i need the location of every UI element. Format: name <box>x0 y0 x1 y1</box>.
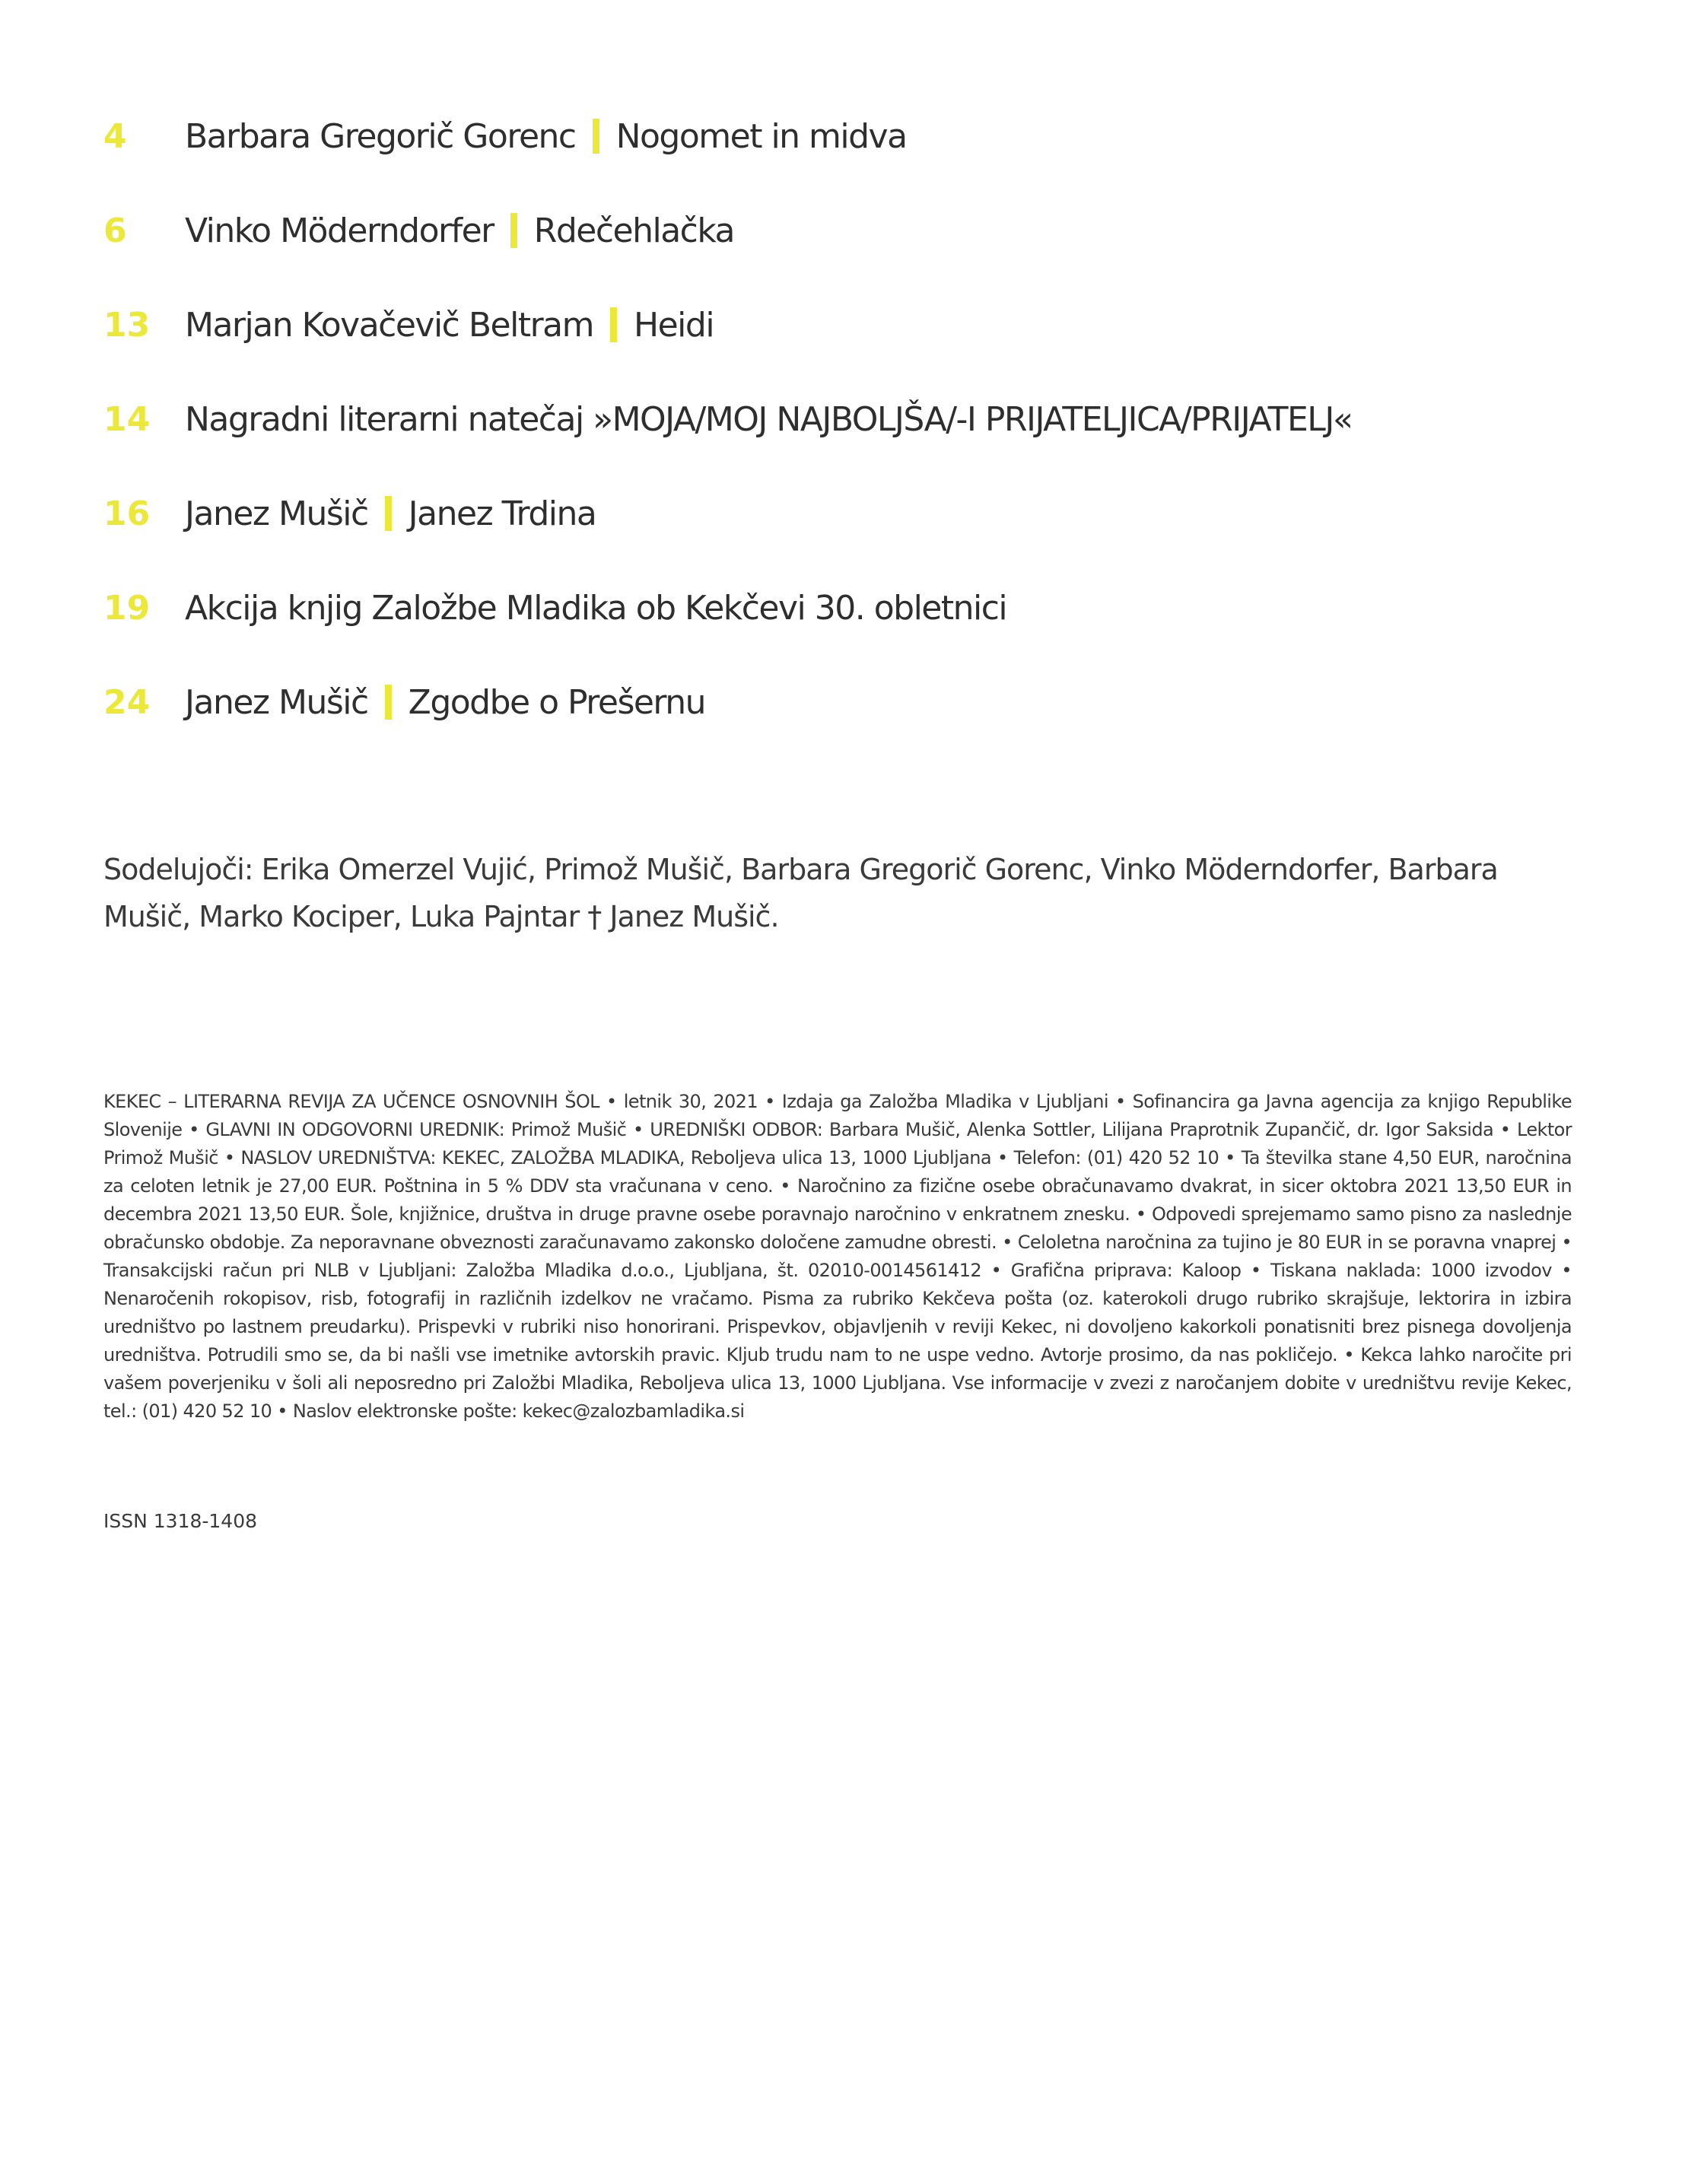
toc-entry <box>0 578 1598 639</box>
toc-entry <box>0 295 1598 356</box>
toc-author: Janez Mušič <box>185 494 368 533</box>
toc-author: Barbara Gregorič Gorenc <box>185 117 576 156</box>
toc-entry-text <box>185 106 907 167</box>
toc-page-number: 6 <box>103 211 127 250</box>
toc-entry-text <box>185 295 714 356</box>
toc-title: Rdečehlačka <box>533 211 735 250</box>
toc-entry-text <box>185 389 1352 450</box>
toc-title: Nogomet in midva <box>615 117 907 156</box>
toc-entry-text <box>185 201 734 262</box>
toc-entry <box>0 672 1598 733</box>
toc-title: Nagradni literarni natečaj »MOJA/MOJ NAJBOLJŠA/-I PRIJATELJICA/PRIJATELJ« <box>185 400 1353 439</box>
toc-title: Akcija knjig Založbe Mladika ob Kekčevi 30. obletnici <box>185 589 1007 628</box>
toc-author: Vinko Möderndorfer <box>185 211 494 250</box>
toc-entry <box>0 389 1598 450</box>
toc-page-number: 14 <box>103 400 151 439</box>
toc-separator <box>385 685 392 720</box>
toc-separator <box>593 119 599 154</box>
toc-page-number: 13 <box>103 306 151 345</box>
toc-page-number: 19 <box>103 589 151 628</box>
toc-page-number: 16 <box>103 494 151 533</box>
toc-entry <box>0 484 1598 545</box>
contributors-note: Sodelujoči: Erika Omerzel Vujić, Primož Mušič, Barbara Gregorič Gorenc, Vinko Möderndorfer, Barbara Mušič, Marko Kociper, Luka Pajntar † Janez Mušič. <box>103 853 1498 933</box>
issn-number: ISSN 1318-1408 <box>103 1510 258 1532</box>
toc-title: Zgodbe o Prešernu <box>408 683 706 722</box>
toc-entry-text <box>185 672 705 733</box>
toc-author: Janez Mušič <box>185 683 368 722</box>
toc-separator <box>610 307 617 342</box>
toc-entry-text <box>185 578 1006 639</box>
toc-author: Marjan Kovačevič Beltram <box>185 306 594 345</box>
imprint-text: KEKEC – LITERARNA REVIJA ZA UČENCE OSNOVNIH ŠOL • letnik 30, 2021 • Izdaja ga Založba Mladika v Ljubljani • Sofinancira ga Javna agencija za knjigo Republike Slovenije • GLAVNI IN ODGOVORNI UREDNIK: Primož Mušič • UREDNIŠKI ODBOR: Barbara Mušič, Alenka Sottler, Lilijana Praprotnik Zupančič, dr. Igor Saksida • Lektor Primož Mušič • NASLOV UREDNIŠTVA: KEKEC, ZALOŽBA MLADIKA, Reboljeva ulica 13, 1000 Ljubljana • Telefon: (01) 420 52 10 • Ta številka stane 4,50 EUR, naročnina za celoten letnik je 27,00 EUR. Poštnina in 5 % DDV sta vračunana v ceno. • Naročnino za fizične osebe obračunavamo dvakrat, in sicer oktobra 2021 13,50 EUR in decembra 2021 13,50 EUR. Šole, knjižnice, društva in druge pravne osebe poravnajo naročnino v enkratnem znesku. • Odpovedi sprejemamo samo pisno za naslednje obračunsko obdobje. Za neporavnane obveznosti zaračunavamo zakonsko določene zamudne obresti. • Celoletna naročnina za tujino je 80 EUR in se poravna vnaprej • Transakcijski račun pri NLB v Ljubljani: Založba Mladika d.o.o., Ljubljana, št. 02010-0014561412 • Grafična priprava: Kaloop • Tiskana naklada: 1000 izvodov • Nenaročenih rokopisov, risb, fotografij in različnih izdelkov ne vračamo. Pisma za rubriko Kekčeva pošta (oz. katerokoli drugo rubriko skrajšuje, lektorira in izbira uredništvo po lastnem preudarku). Prispevki v rubriki niso honorirani. Prispevkov, objavljenih v reviji Kekec, ni dovoljeno kakorkoli ponatisniti brez pisnega dovoljenja uredništva. Potrudili smo se, da bi našli vse imetnike avtorskih pravic. Kljub trudu nam to ne uspe vedno. Avtorje prosimo, da nas pokličejo. • Kekca lahko naročite pri vašem poverjeniku v šoli ali neposredno pri Založbi Mladika, Reboljeva ulica 13, 1000 Ljubljana. Vse informacije v zvezi z naročanjem dobite v uredništvu revije Kekec, tel.: (01) 420 52 10 • Naslov elektronske pošte: kekec@zalozbamladika.si <box>103 1091 1572 1422</box>
toc-separator <box>510 213 517 248</box>
toc-entry <box>0 106 1598 167</box>
toc-entry <box>0 201 1598 262</box>
toc-title: Heidi <box>634 306 714 345</box>
toc-page-number: 4 <box>103 117 127 156</box>
toc-separator <box>385 496 392 531</box>
toc-title: Janez Trdina <box>408 494 596 533</box>
toc-entry-text <box>185 484 596 545</box>
toc-page-number: 24 <box>103 683 151 722</box>
